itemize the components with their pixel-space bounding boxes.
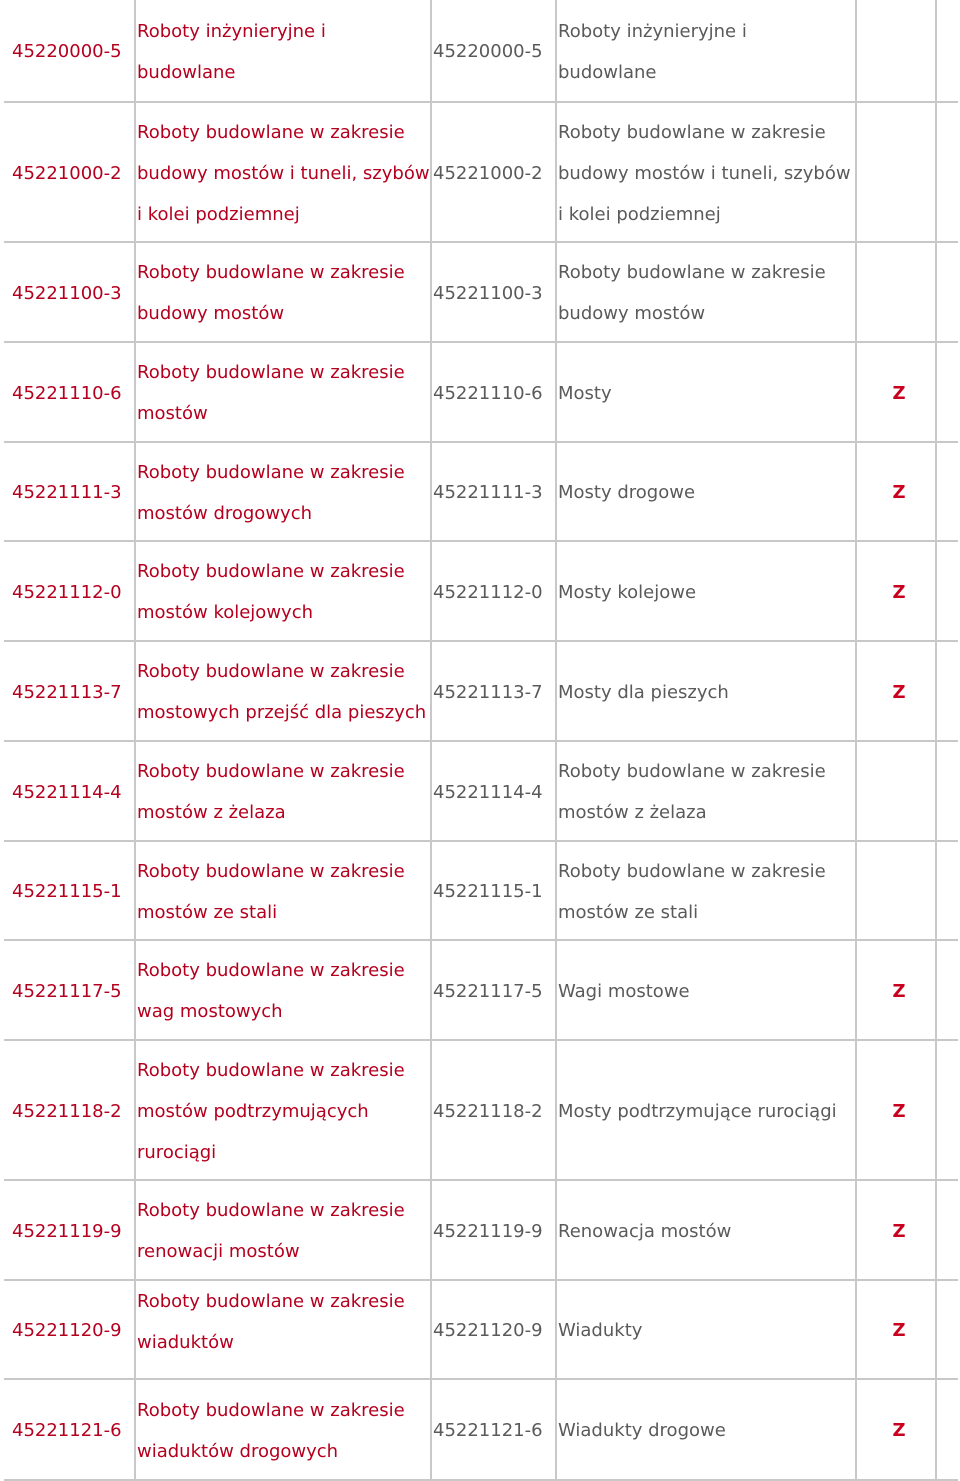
cpv-description xyxy=(137,1281,405,1380)
cpv-description-line: Roboty budowlane w zakresie xyxy=(137,1200,405,1221)
cpv-description-line: renowacji mostów xyxy=(137,1241,300,1262)
cpv-reference-description-line: budowlane xyxy=(558,61,657,83)
cpv-description-line: Roboty budowlane w zakresie xyxy=(137,461,405,483)
cpv-code-reference: 45221118-2 xyxy=(433,1100,543,1122)
status-flag xyxy=(890,742,908,842)
cpv-code-reference: 45221115-1 xyxy=(433,881,543,902)
cpv-description-line: mostów podtrzymujących xyxy=(137,1100,369,1122)
table-row xyxy=(0,1041,960,1181)
cpv-description-line: rurociągi xyxy=(137,1141,217,1163)
cpv-code-reference: 45220000-5 xyxy=(433,41,543,62)
cpv-description xyxy=(137,103,430,243)
status-flag: Z xyxy=(892,1420,906,1441)
cpv-reference-description-line: Wiadukty drogowe xyxy=(558,1420,726,1441)
cpv-reference-description-line: Mosty drogowe xyxy=(558,482,696,503)
cpv-description-line: Roboty budowlane w zakresie xyxy=(137,860,405,882)
cpv-reference-description-line: Roboty budowlane w zakresie xyxy=(558,262,826,283)
cpv-code: 45221100-3 xyxy=(12,282,122,304)
table-row xyxy=(0,1181,960,1281)
cpv-code-reference: 45221120-9 xyxy=(433,1320,543,1341)
cpv-reference-description-line: Mosty podtrzymujące rurociągi xyxy=(558,1100,837,1122)
status-flag xyxy=(890,103,908,243)
cpv-description-line: mostów drogowych xyxy=(137,502,312,524)
cpv-reference-description xyxy=(558,0,747,103)
cpv-code: 45221000-2 xyxy=(12,162,122,184)
cpv-description-line: mostów xyxy=(137,403,208,424)
cpv-reference-description xyxy=(558,443,695,542)
status-flag: Z xyxy=(892,581,906,603)
cpv-description xyxy=(137,941,405,1041)
table-row xyxy=(0,941,960,1041)
status-flag xyxy=(890,243,908,343)
cpv-reference-description xyxy=(558,243,826,343)
cpv-description xyxy=(137,0,326,103)
cpv-code-reference: 45221117-5 xyxy=(433,980,543,1002)
cpv-reference-description xyxy=(558,842,826,941)
status-flag: Z xyxy=(892,482,906,503)
cpv-code: 45221119-9 xyxy=(12,1220,122,1242)
cpv-reference-description xyxy=(558,343,612,443)
status-flag: Z xyxy=(892,1100,906,1122)
cpv-description-line: wag mostowych xyxy=(137,1001,283,1022)
cpv-description-line: wiaduktów xyxy=(137,1332,234,1353)
cpv-reference-description-line: Roboty budowlane w zakresie xyxy=(558,121,826,143)
cpv-description xyxy=(137,642,426,742)
cpv-reference-description xyxy=(558,642,729,742)
status-flag: Z xyxy=(892,980,906,1002)
cpv-reference-description-line: mostów ze stali xyxy=(558,901,699,923)
cpv-reference-description-line: Renowacja mostów xyxy=(558,1220,732,1242)
table-row xyxy=(0,243,960,343)
cpv-description-line: mostów z żelaza xyxy=(137,802,286,823)
cpv-description-line: Roboty budowlane w zakresie xyxy=(137,362,405,383)
cpv-code: 45221115-1 xyxy=(12,881,122,902)
table-row xyxy=(0,0,960,103)
cpv-code-reference: 45221111-3 xyxy=(433,482,543,503)
cpv-description xyxy=(137,443,405,542)
cpv-description-line: mostowych przejść dla pieszych xyxy=(137,702,427,723)
status-flag xyxy=(890,842,908,941)
cpv-reference-description-line: mostów z żelaza xyxy=(558,802,707,823)
cpv-code: 45220000-5 xyxy=(12,41,122,62)
cpv-reference-description-line: Mosty kolejowe xyxy=(558,581,697,603)
cpv-reference-description xyxy=(558,542,696,642)
cpv-code: 45221113-7 xyxy=(12,681,122,703)
table-row xyxy=(0,1281,960,1380)
cpv-description xyxy=(137,742,405,842)
cpv-reference-description-line: Mosty dla pieszych xyxy=(558,681,729,703)
cpv-description-line: budowlane xyxy=(137,61,236,83)
cpv-reference-description xyxy=(558,941,690,1041)
table-row xyxy=(0,103,960,243)
cpv-code-reference: 45221112-0 xyxy=(433,581,543,603)
cpv-description-line: budowy mostów i tuneli, szybów xyxy=(137,162,430,184)
cpv-reference-description-line: Mosty xyxy=(558,382,612,404)
cpv-code: 45221120-9 xyxy=(12,1320,122,1341)
cpv-code: 45221111-3 xyxy=(12,482,122,503)
cpv-reference-description-line: budowy mostów i tuneli, szybów xyxy=(558,162,851,184)
cpv-description-line: i kolei podziemnej xyxy=(137,203,300,225)
cpv-description xyxy=(137,542,405,642)
cpv-code: 45221110-6 xyxy=(12,382,122,404)
cpv-description-line: Roboty inżynieryjne i xyxy=(137,20,326,42)
cpv-reference-description xyxy=(558,742,826,842)
cpv-reference-description-line: Wagi mostowe xyxy=(558,980,690,1002)
cpv-description-line: Roboty budowlane w zakresie xyxy=(137,1291,405,1312)
cpv-code-reference: 45221114-4 xyxy=(433,781,543,803)
cpv-description xyxy=(137,343,405,443)
cpv-description-line: Roboty budowlane w zakresie xyxy=(137,121,405,143)
cpv-description-line: wiaduktów drogowych xyxy=(137,1440,339,1462)
cpv-reference-description xyxy=(558,1041,837,1181)
table-row xyxy=(0,1380,960,1481)
cpv-reference-description-line: Roboty budowlane w zakresie xyxy=(558,860,826,882)
cpv-code-reference: 45221110-6 xyxy=(433,382,543,404)
cpv-description xyxy=(137,1380,405,1481)
cpv-reference-description xyxy=(558,1380,726,1481)
status-flag: Z xyxy=(892,1220,906,1242)
table-row xyxy=(0,642,960,742)
cpv-reference-description-line: i kolei podziemnej xyxy=(558,203,721,225)
table-row xyxy=(0,842,960,941)
cpv-reference-description-line: Roboty inżynieryjne i xyxy=(558,20,747,42)
cpv-reference-description-line: Wiadukty xyxy=(558,1320,643,1341)
table-row xyxy=(0,343,960,443)
table-row xyxy=(0,443,960,542)
cpv-reference-description xyxy=(558,103,851,243)
cpv-reference-description xyxy=(558,1181,731,1281)
cpv-description-line: Roboty budowlane w zakresie xyxy=(137,262,405,283)
cpv-code-reference: 45221100-3 xyxy=(433,282,543,304)
status-flag: Z xyxy=(892,1320,906,1341)
cpv-description-line: Roboty budowlane w zakresie xyxy=(137,761,405,782)
cpv-description xyxy=(137,243,405,343)
cpv-code-reference: 45221000-2 xyxy=(433,162,543,184)
cpv-description-line: Roboty budowlane w zakresie xyxy=(137,561,405,582)
status-flag: Z xyxy=(892,382,906,404)
cpv-code-reference: 45221119-9 xyxy=(433,1220,543,1242)
cpv-description xyxy=(137,842,405,941)
cpv-description-line: Roboty budowlane w zakresie xyxy=(137,960,405,981)
table-row xyxy=(0,742,960,842)
cpv-description-line: mostów kolejowych xyxy=(137,602,314,623)
table-row xyxy=(0,542,960,642)
cpv-description-line: mostów ze stali xyxy=(137,901,278,923)
cpv-description-line: budowy mostów xyxy=(137,303,285,324)
cpv-description xyxy=(137,1041,405,1181)
cpv-code: 45221112-0 xyxy=(12,581,122,603)
status-flag: Z xyxy=(892,681,906,703)
cpv-code-reference: 45221121-6 xyxy=(433,1420,543,1441)
cpv-description-line: Roboty budowlane w zakresie xyxy=(137,1059,405,1081)
cpv-code: 45221121-6 xyxy=(12,1420,122,1441)
cpv-reference-description-line: budowy mostów xyxy=(558,303,706,324)
cpv-description-line: Roboty budowlane w zakresie xyxy=(137,661,405,682)
cpv-description-line: Roboty budowlane w zakresie xyxy=(137,1399,405,1421)
cpv-reference-description-line: Roboty budowlane w zakresie xyxy=(558,761,826,782)
cpv-description xyxy=(137,1181,405,1281)
cpv-reference-description xyxy=(558,1281,642,1380)
cpv-code-reference: 45221113-7 xyxy=(433,681,543,703)
cpv-code: 45221118-2 xyxy=(12,1100,122,1122)
cpv-code: 45221114-4 xyxy=(12,781,122,803)
status-flag xyxy=(890,0,908,103)
cpv-code: 45221117-5 xyxy=(12,980,122,1002)
